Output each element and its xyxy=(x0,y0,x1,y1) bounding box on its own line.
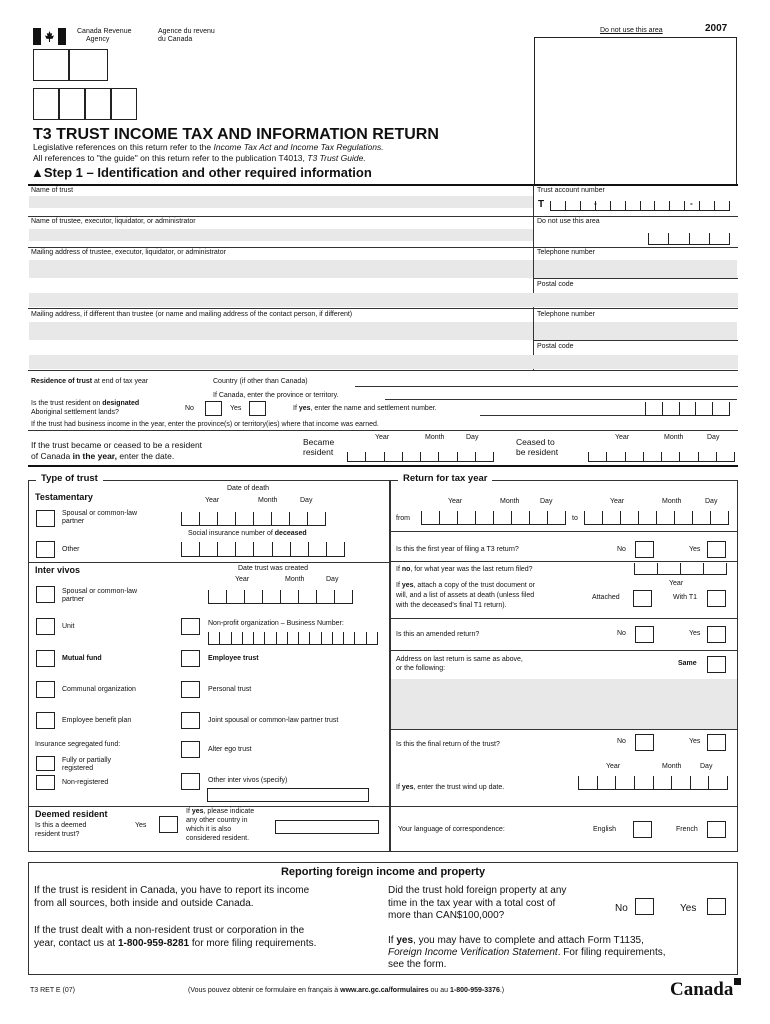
settlement-label: If yes, enter the name and settlement number. xyxy=(293,405,437,412)
became-year-label: Year xyxy=(375,434,390,441)
attached-checkbox[interactable] xyxy=(633,590,652,607)
deemed-if-yes-4: considered resident. xyxy=(186,835,250,842)
spousal-inter-vivos-checkbox[interactable] xyxy=(36,586,55,603)
attached-label: Attached xyxy=(592,594,620,601)
to-year-label: Year xyxy=(610,498,625,505)
form-title: T3 TRUST INCOME TAX AND INFORMATION RETURN xyxy=(33,126,439,143)
do-not-use-label-2: Do not use this area xyxy=(537,218,600,225)
designated-no-label: No xyxy=(185,405,194,412)
amended-no-label: No xyxy=(617,630,626,637)
from-label: from xyxy=(396,515,410,522)
foreign-left-2: from all sources, both inside and outside Canada. xyxy=(34,898,254,909)
communal-checkbox[interactable] xyxy=(36,681,55,698)
from-date-input[interactable] xyxy=(421,511,566,525)
same-checkbox[interactable] xyxy=(707,656,726,673)
date-of-death-label: Date of death xyxy=(227,485,270,492)
if-no-label: If no, for what year was the last return filed? xyxy=(396,566,533,573)
other-testamentary-checkbox[interactable] xyxy=(36,541,55,558)
with-t1-checkbox[interactable] xyxy=(707,590,726,607)
from-day-label: Day xyxy=(540,498,553,505)
nonprofit-label: Non-profit organization – Business Number: xyxy=(208,620,344,627)
telephone-label-2: Telephone number xyxy=(537,311,595,318)
form-year: 2007 xyxy=(705,23,728,34)
foreign-no-checkbox[interactable] xyxy=(635,898,654,915)
account-dash-1: - xyxy=(594,198,597,208)
deemed-if-yes-2: any other country in xyxy=(186,817,248,824)
header-box-1[interactable] xyxy=(33,49,69,81)
spousal-testamentary-checkbox[interactable] xyxy=(36,510,55,527)
employee-benefit-checkbox[interactable] xyxy=(36,712,55,729)
wind-up-year-label: Year xyxy=(606,763,621,770)
if-canada-label: If Canada, enter the province or territory. xyxy=(213,392,339,399)
agency-name-fr-2: du Canada xyxy=(158,36,193,43)
name-of-trustee-label: Name of trustee, executor, liquidator, or administrator xyxy=(31,218,196,225)
to-date-input[interactable] xyxy=(584,511,729,525)
province-input[interactable] xyxy=(385,388,737,400)
name-of-trust-input[interactable] xyxy=(29,196,533,208)
trust-account-number-label: Trust account number xyxy=(537,187,605,194)
name-of-trust-label: Name of trust xyxy=(31,187,74,194)
inter-vivos-heading: Inter vivos xyxy=(35,565,81,575)
french-checkbox[interactable] xyxy=(707,821,726,838)
country-label: Country (if other than Canada) xyxy=(213,378,308,385)
foreign-right-4: If yes, you may have to complete and attach Form T1135, xyxy=(388,935,644,946)
business-number-input[interactable] xyxy=(208,632,378,645)
created-month-label: Month xyxy=(285,576,305,583)
trust-account-number-input[interactable] xyxy=(550,198,730,211)
with-t1-label: With T1 xyxy=(673,594,697,601)
non-registered-checkbox[interactable] xyxy=(36,775,55,790)
spousal2-label-2: partner xyxy=(62,596,85,603)
unit-label: Unit xyxy=(62,623,75,630)
wind-up-label: If yes, enter the trust wind up date. xyxy=(396,784,505,791)
date-created-input[interactable] xyxy=(208,590,353,604)
foreign-income-title: Reporting foreign income and property xyxy=(280,866,486,878)
address-last-label-2: or the following: xyxy=(396,665,446,672)
non-registered-label: Non-registered xyxy=(62,779,109,786)
date-created-label: Date trust was created xyxy=(238,565,309,572)
created-day-label: Day xyxy=(326,576,339,583)
became-label-2: of Canada in the year, enter the date. xyxy=(31,451,175,461)
sin-label: Social insurance number of deceased xyxy=(188,530,307,537)
french-note: (Vous pouvez obtenir ce formulaire en français à www.arc.gc.ca/formulaires ou au 1-800-959-3376.) xyxy=(188,987,505,994)
do-not-use-label: Do not use this area xyxy=(600,27,663,34)
foreign-left-4: year, contact us at 1-800-959-8281 for more filing requirements. xyxy=(34,938,317,949)
communal-label: Communal organization xyxy=(62,686,136,693)
deemed-yes-checkbox[interactable] xyxy=(159,816,178,833)
mailing-trustee-input[interactable] xyxy=(29,260,533,278)
fully-registered-checkbox[interactable] xyxy=(36,756,55,771)
to-month-label: Month xyxy=(662,498,682,505)
do-not-use-comb xyxy=(648,233,730,245)
final-return-label: Is this the final return of the trust? xyxy=(396,741,500,748)
triangle-icon: ▲ xyxy=(31,165,44,180)
deemed-q1: Is this a deemed xyxy=(35,822,87,829)
death-day-label: Day xyxy=(300,497,313,504)
designated-no-checkbox[interactable] xyxy=(205,401,222,416)
header-box-4[interactable] xyxy=(59,88,85,120)
other-label: Other xyxy=(62,546,80,553)
personal-trust-label: Personal trust xyxy=(208,686,252,693)
alter-ego-label: Alter ego trust xyxy=(208,746,252,753)
canada-flag-icon xyxy=(33,28,66,45)
legislative-references: Legislative references on this return refer to the Income Tax Act and Income Tax Regulations. xyxy=(33,142,384,152)
deemed-yes-label: Yes xyxy=(135,822,147,829)
mailing-trustee-label: Mailing address of trustee, executor, liquidator, or administrator xyxy=(31,249,226,256)
became-day-label: Day xyxy=(466,434,479,441)
english-checkbox[interactable] xyxy=(633,821,652,838)
wind-up-date-input[interactable] xyxy=(578,776,728,790)
first-year-no-checkbox[interactable] xyxy=(635,541,654,558)
type-of-trust-header: Type of trust xyxy=(36,474,103,485)
employee-benefit-label: Employee benefit plan xyxy=(62,717,132,724)
postal-code-input[interactable] xyxy=(534,293,737,307)
french-label: French xyxy=(676,826,698,833)
foreign-yes-label: Yes xyxy=(680,903,697,914)
foreign-right-2: time in the tax year with a total cost of xyxy=(388,898,556,909)
language-label: Your language of correspondence: xyxy=(398,826,505,833)
foreign-right-5: Foreign Income Verification Statement. For filing requirements, xyxy=(388,947,666,958)
telephone-input-2[interactable] xyxy=(534,322,737,340)
employee-trust-label: Employee trust xyxy=(208,655,259,662)
guide-references: All references to "the guide" on this return refer to the publication T4013, T3 Trust Guide. xyxy=(33,153,366,163)
first-year-yes-label: Yes xyxy=(689,546,701,553)
to-day-label: Day xyxy=(705,498,718,505)
became-label-1: If the trust became or ceased to be a resident xyxy=(31,440,203,450)
address-last-label-1: Address on last return is same as above, xyxy=(396,656,523,663)
deemed-country-input[interactable] xyxy=(275,820,379,834)
first-year-yes-checkbox[interactable] xyxy=(707,541,726,558)
designated-yes-checkbox[interactable] xyxy=(249,401,266,416)
mutual-fund-checkbox[interactable] xyxy=(36,650,55,667)
death-month-label: Month xyxy=(258,497,278,504)
deemed-if-yes-1: If yes, please indicate xyxy=(186,808,255,815)
mailing-other-label: Mailing address, if different than trustee (or name and mailing address of the contact person, if different) xyxy=(31,311,353,318)
joint-spousal-label: Joint spousal or common-law partner trust xyxy=(208,717,339,724)
previous-address-input[interactable] xyxy=(391,679,737,729)
wind-up-month-label: Month xyxy=(662,763,682,770)
ceased-resident-date[interactable] xyxy=(588,452,735,462)
joint-spousal-checkbox[interactable] xyxy=(181,712,200,729)
foreign-right-3: more than CAN$100,000? xyxy=(388,910,505,921)
canada-wordmark: Canada xyxy=(670,979,734,1000)
postal-code-input-2[interactable] xyxy=(534,355,737,369)
fully-label-1: Fully or partially xyxy=(62,757,112,764)
foreign-yes-checkbox[interactable] xyxy=(707,898,726,915)
business-income-label: If the trust had business income in the year, enter the province(s) or territory(ies) where that income was earned. xyxy=(31,421,379,428)
agency-name-en-1: Canada Revenue xyxy=(77,28,132,35)
step1-heading: ▲Step 1 – Identification and other required information xyxy=(31,165,372,180)
ceased-label-1: Ceased to xyxy=(516,437,555,447)
became-resident-date[interactable] xyxy=(347,452,494,462)
foreign-right-1: Did the trust hold foreign property at any xyxy=(388,885,567,896)
postal-code-label-2: Postal code xyxy=(537,343,574,350)
spousal-label-1: Spousal or common-law xyxy=(62,510,138,517)
testamentary-heading: Testamentary xyxy=(35,492,93,502)
nonprofit-checkbox[interactable] xyxy=(181,618,200,635)
unit-checkbox[interactable] xyxy=(36,618,55,635)
attach-year-label: Year xyxy=(669,580,684,587)
account-prefix: T xyxy=(538,199,545,210)
attach-label-3: with the deceased's final T1 return). xyxy=(396,602,507,609)
mailing-trustee-input-2[interactable] xyxy=(29,293,533,307)
final-no-label: No xyxy=(617,738,626,745)
ceased-year-label: Year xyxy=(615,434,630,441)
death-year-label: Year xyxy=(205,497,220,504)
business-income-input[interactable] xyxy=(405,419,737,429)
fully-label-2: registered xyxy=(62,765,94,772)
wind-up-day-label: Day xyxy=(700,763,713,770)
deemed-resident-heading: Deemed resident xyxy=(35,809,108,819)
header-box-5[interactable] xyxy=(85,88,111,120)
ceased-day-label: Day xyxy=(707,434,720,441)
became-month-label: Month xyxy=(425,434,445,441)
ceased-month-label: Month xyxy=(664,434,684,441)
deemed-if-yes-3: which it is also xyxy=(186,826,232,833)
telephone-label: Telephone number xyxy=(537,249,595,256)
return-for-tax-year-header: Return for tax year xyxy=(398,474,492,485)
header-box-2[interactable] xyxy=(69,49,108,81)
deemed-q2: resident trust? xyxy=(35,831,80,838)
foreign-left-1: If the trust is resident in Canada, you have to report its income xyxy=(34,885,310,896)
french-url-link[interactable]: www.arc.gc.ca/formulaires xyxy=(340,987,429,994)
amended-yes-label: Yes xyxy=(689,630,701,637)
telephone-input[interactable] xyxy=(534,260,737,278)
agency-name-en-2: Agency xyxy=(86,36,110,43)
spousal-label-2: partner xyxy=(62,518,85,525)
designated-label-1: Is the trust resident on designated xyxy=(31,400,140,407)
final-yes-label: Yes xyxy=(689,738,701,745)
insurance-seg-label: Insurance segregated fund: xyxy=(35,741,121,748)
same-label: Same xyxy=(678,660,697,667)
employee-trust-checkbox[interactable] xyxy=(181,650,200,667)
if-yes-attach-label: If yes, attach a copy of the trust document or xyxy=(396,582,535,589)
from-year-label: Year xyxy=(448,498,463,505)
mailing-other-input[interactable] xyxy=(29,322,533,340)
do-not-use-area xyxy=(534,37,737,185)
alter-ego-checkbox[interactable] xyxy=(181,741,200,758)
amended-yes-checkbox[interactable] xyxy=(707,626,726,643)
wordmark-flag-icon xyxy=(734,978,741,985)
personal-trust-checkbox[interactable] xyxy=(181,681,200,698)
final-no-checkbox[interactable] xyxy=(635,734,654,751)
settlement-number-input[interactable] xyxy=(645,402,730,416)
created-year-label: Year xyxy=(235,576,250,583)
other-inter-vivos-checkbox[interactable] xyxy=(181,773,200,790)
last-return-year-input[interactable] xyxy=(634,563,727,575)
became-resident-label-1: Became xyxy=(303,437,335,447)
foreign-left-3: If the trust dealt with a non-resident trust or corporation in the xyxy=(34,925,305,936)
form-id: T3 RET E (07) xyxy=(30,987,75,994)
amended-no-checkbox[interactable] xyxy=(635,626,654,643)
first-year-no-label: No xyxy=(617,546,626,553)
account-dash-2: - xyxy=(690,198,693,208)
foreign-right-6: see the form. xyxy=(388,959,447,970)
sin-input[interactable] xyxy=(181,542,345,557)
amended-label: Is this an amended return? xyxy=(396,631,480,638)
other-inter-vivos-label: Other inter vivos (specify) xyxy=(208,777,288,784)
postal-code-label: Postal code xyxy=(537,281,574,288)
designated-label-2: Aboriginal settlement lands? xyxy=(31,409,119,416)
mutual-fund-label: Mutual fund xyxy=(62,655,102,662)
ceased-label-2: be resident xyxy=(516,447,559,457)
to-label: to xyxy=(572,515,578,522)
name-of-trustee-input[interactable] xyxy=(29,229,533,241)
header-box-3[interactable] xyxy=(33,88,59,120)
residence-label: Residence of trust at end of tax year xyxy=(31,378,149,385)
became-resident-label-2: resident xyxy=(303,447,334,457)
header-box-6[interactable] xyxy=(111,88,137,120)
english-label: English xyxy=(593,826,616,833)
spousal2-label-1: Spousal or common-law xyxy=(62,588,138,595)
foreign-no-label: No xyxy=(615,903,628,914)
other-inter-vivos-input[interactable] xyxy=(207,788,369,802)
first-year-label: Is this the first year of filing a T3 return? xyxy=(396,546,519,553)
from-month-label: Month xyxy=(500,498,520,505)
designated-yes-label: Yes xyxy=(230,405,242,412)
attach-label-2: will, and a list of assets at death (unless filed xyxy=(396,592,535,599)
final-yes-checkbox[interactable] xyxy=(707,734,726,751)
date-of-death-input[interactable] xyxy=(181,512,326,526)
agency-name-fr-1: Agence du revenu xyxy=(158,28,215,35)
mailing-other-input-2[interactable] xyxy=(29,355,533,369)
